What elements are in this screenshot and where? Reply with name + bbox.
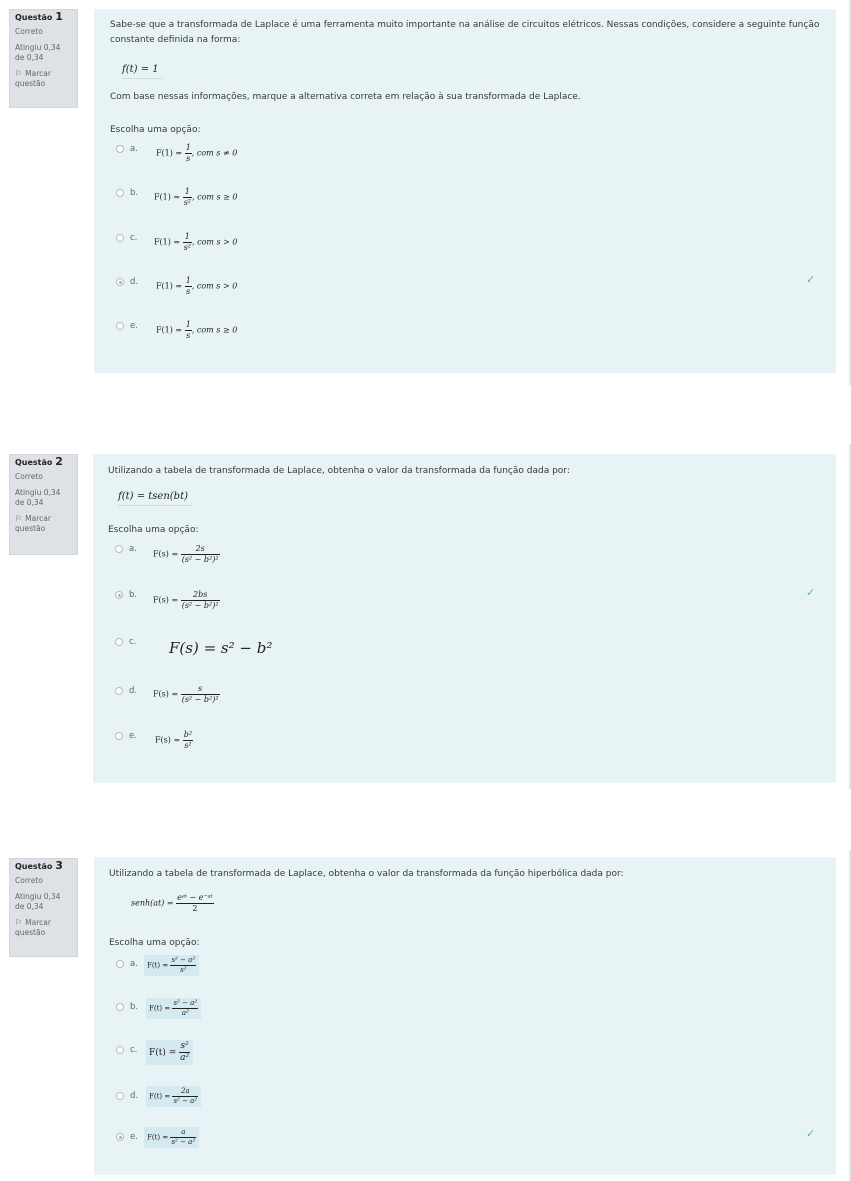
option-d-radio[interactable] bbox=[116, 1092, 124, 1100]
option-c-formula[interactable]: F(t) = $\frac{\text{s²}}{\text{a²}}$ bbox=[146, 1040, 193, 1065]
option-e-formula[interactable]: F(t) = $\frac{a}{\text{s² − a²}}$ bbox=[144, 1127, 199, 1148]
option-a-radio[interactable] bbox=[115, 545, 123, 553]
option-c-letter: c. bbox=[130, 233, 138, 243]
question-status: Correto bbox=[15, 876, 43, 885]
question-formula: f(t) = 1 bbox=[122, 64, 163, 79]
flag-icon: ⚐ bbox=[15, 514, 23, 523]
question-content bbox=[94, 857, 836, 1175]
option-e-letter: e. bbox=[129, 731, 137, 741]
question-title: Questão 2 bbox=[15, 455, 63, 468]
flag-question-link[interactable]: ⚐ Marcar questão bbox=[15, 514, 51, 533]
option-b-formula[interactable]: F(1) = $\frac{1}{\text{s²}}$ , com s ≥ 0 bbox=[154, 187, 238, 207]
question-title: Questão 1 bbox=[15, 10, 63, 23]
question-content bbox=[94, 9, 836, 373]
option-e-formula[interactable]: F(s) = $\frac{\text{b²}}{\text{s²}}$ bbox=[155, 730, 193, 750]
option-c-formula[interactable]: F(1) = $\frac{1}{\text{s²}}$ , com s > 0 bbox=[154, 232, 238, 252]
flag-question-link[interactable]: ⚐ Marcar questão bbox=[15, 69, 51, 88]
options-prompt: Escolha uma opção: bbox=[108, 525, 199, 535]
option-c-formula[interactable]: F(s) = s² − b² bbox=[169, 639, 273, 657]
option-c-letter: c. bbox=[130, 1045, 138, 1055]
question-info-panel bbox=[9, 858, 78, 957]
option-b-letter: b. bbox=[130, 188, 139, 198]
question-text: Utilizando a tabela de transformada de Laplace, obtenha o valor da transformada da função dada por: bbox=[108, 466, 570, 476]
question-info-panel bbox=[9, 454, 78, 555]
option-b-radio[interactable] bbox=[116, 1003, 124, 1011]
options-prompt: Escolha uma opção: bbox=[109, 938, 200, 948]
question-grade: Atingiu 0,34 de 0,34 bbox=[15, 43, 61, 62]
option-d-letter: d. bbox=[130, 1091, 139, 1101]
option-a-radio[interactable] bbox=[116, 960, 124, 968]
option-d-formula[interactable]: F(s) = $\frac{s}{\text{(s² − b²)²}}$ bbox=[153, 684, 219, 704]
option-c-radio[interactable] bbox=[115, 638, 123, 646]
option-d-formula[interactable]: F(1) = $\frac{1}{s}$ , com s > 0 bbox=[156, 276, 238, 296]
option-e-letter: e. bbox=[130, 321, 138, 331]
option-d-radio[interactable] bbox=[115, 687, 123, 695]
correct-check-icon: ✓ bbox=[806, 1127, 816, 1140]
correct-check-icon: ✓ bbox=[806, 586, 816, 599]
question-title: Questão 3 bbox=[15, 859, 63, 872]
question-formula: senh(at) = eᵃᵗ − e⁻ᵃᵗ 2 bbox=[131, 893, 213, 913]
option-e-letter: e. bbox=[130, 1132, 138, 1142]
option-d-letter: d. bbox=[129, 686, 138, 696]
flag-icon: ⚐ bbox=[15, 918, 23, 927]
option-c-letter: c. bbox=[129, 637, 137, 647]
question-info-panel bbox=[9, 9, 78, 108]
option-c-radio[interactable] bbox=[116, 1046, 124, 1054]
question-formula: f(t) = tsen(bt) bbox=[118, 491, 192, 506]
option-a-letter: a. bbox=[130, 144, 138, 154]
question-status: Correto bbox=[15, 472, 43, 481]
question-grade: Atingiu 0,34 de 0,34 bbox=[15, 488, 61, 507]
option-a-formula[interactable]: F(1) = $\frac{1}{s}$ , com s ≠ 0 bbox=[156, 143, 238, 163]
question-text-2: Com base nessas informações, marque a alternativa correta em relação à sua transformada de Laplace. bbox=[110, 92, 581, 102]
option-a-letter: a. bbox=[130, 959, 138, 969]
option-b-letter: b. bbox=[129, 590, 138, 600]
option-d-letter: d. bbox=[130, 277, 139, 287]
option-b-formula[interactable]: F(s) = $\frac{2bs}{\text{(s² − b²)²}}$ bbox=[153, 590, 219, 610]
option-a-formula[interactable]: F(s) = $\frac{2s}{\text{(s² − b²)²}}$ bbox=[153, 544, 219, 564]
correct-check-icon: ✓ bbox=[806, 273, 816, 286]
options-prompt: Escolha uma opção: bbox=[110, 125, 201, 135]
question-text: Sabe-se que a transformada de Laplace é uma ferramenta muito importante na análise de circuitos elétricos. Nessas condições, considere a seguinte função constante definida na forma: bbox=[110, 20, 820, 45]
option-b-letter: b. bbox=[130, 1002, 139, 1012]
option-c-radio[interactable] bbox=[116, 234, 124, 242]
question-content bbox=[93, 454, 836, 783]
option-a-radio[interactable] bbox=[116, 145, 124, 153]
question-text: Utilizando a tabela de transformada de Laplace, obtenha o valor da transformada da função hiperbólica dada por: bbox=[109, 869, 624, 879]
question-status: Correto bbox=[15, 27, 43, 36]
option-e-formula[interactable]: F(1) = $\frac{1}{s}$ , com s ≥ 0 bbox=[156, 320, 238, 340]
option-e-radio[interactable] bbox=[115, 732, 123, 740]
option-a-formula[interactable]: F(t) = $\frac{\text{s² − a²}}{\text{s²}}$ bbox=[144, 955, 199, 976]
option-d-formula[interactable]: F(t) = $\frac{2a}{\text{s² − a²}}$ bbox=[146, 1086, 201, 1107]
question-grade: Atingiu 0,34 de 0,34 bbox=[15, 892, 61, 911]
option-b-radio[interactable] bbox=[115, 591, 123, 599]
option-b-formula[interactable]: F(t) = $\frac{\text{s² − a²}}{\text{a²}}$ bbox=[146, 998, 201, 1019]
option-a-letter: a. bbox=[129, 544, 137, 554]
option-e-radio[interactable] bbox=[116, 1133, 124, 1141]
flag-icon: ⚐ bbox=[15, 69, 23, 78]
option-d-radio[interactable] bbox=[116, 278, 124, 286]
option-b-radio[interactable] bbox=[116, 189, 124, 197]
flag-question-link[interactable]: ⚐ Marcar questão bbox=[15, 918, 51, 937]
option-e-radio[interactable] bbox=[116, 322, 124, 330]
